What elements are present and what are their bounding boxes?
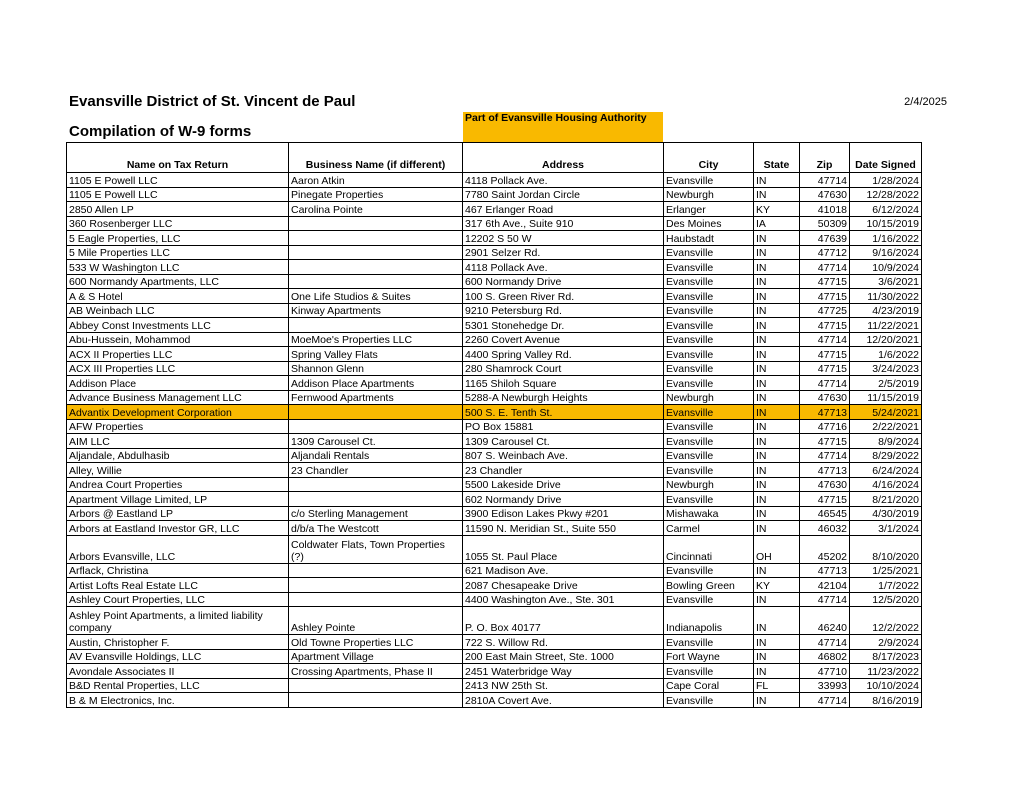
zip-cell: 47713 [800,563,850,578]
zip-cell: 47714 [800,693,850,708]
address-cell: 2810A Covert Ave. [463,693,664,708]
city-cell: Evansville [664,635,754,650]
date-signed-cell: 10/9/2024 [850,260,922,275]
table-row [67,187,922,202]
business-name-cell: d/b/a The Westcott [289,521,463,536]
date-signed-cell: 1/16/2022 [850,231,922,246]
name-cell: Arbors @ Eastland LP [67,506,289,521]
table-row [67,649,922,664]
business-name-cell [289,693,463,708]
business-name-cell: Spring Valley Flats [289,347,463,362]
city-cell: Evansville [664,318,754,333]
city-cell: Evansville [664,347,754,362]
zip-cell: 47715 [800,492,850,507]
table-row [67,405,922,420]
date-signed-cell: 3/24/2023 [850,361,922,376]
column-header: Date Signed [850,143,922,173]
business-name-cell [289,405,463,420]
state-cell: IN [754,390,800,405]
name-cell: Arflack, Christina [67,563,289,578]
date-signed-cell: 8/9/2024 [850,434,922,449]
table-row [67,245,922,260]
column-header: State [754,143,800,173]
date-signed-cell: 6/24/2024 [850,463,922,478]
zip-cell: 47713 [800,405,850,420]
zip-cell: 47725 [800,303,850,318]
name-cell: ACX III Properties LLC [67,361,289,376]
zip-cell: 47714 [800,448,850,463]
address-cell: 23 Chandler [463,463,664,478]
table-row [67,492,922,507]
name-cell: Abu-Hussein, Mohammod [67,332,289,347]
table-row [67,289,922,304]
address-cell: 602 Normandy Drive [463,492,664,507]
date-signed-cell: 3/1/2024 [850,521,922,536]
date-signed-cell: 4/23/2019 [850,303,922,318]
column-header: Address [463,143,664,173]
date-signed-cell: 12/5/2020 [850,592,922,607]
zip-cell: 47715 [800,289,850,304]
table-row [67,448,922,463]
address-cell: 5500 Lakeside Drive [463,477,664,492]
business-name-cell: Crossing Apartments, Phase II [289,664,463,679]
zip-cell: 47630 [800,187,850,202]
city-cell: Evansville [664,289,754,304]
name-cell: 1105 E Powell LLC [67,187,289,202]
state-cell: IN [754,332,800,347]
table-row [67,592,922,607]
zip-cell: 47714 [800,635,850,650]
zip-cell: 47639 [800,231,850,246]
table-row [67,635,922,650]
name-cell: B&D Rental Properties, LLC [67,678,289,693]
name-cell: 5 Mile Properties LLC [67,245,289,260]
city-cell: Evansville [664,245,754,260]
zip-cell: 47716 [800,419,850,434]
table-row [67,332,922,347]
table-row [67,173,922,188]
table-row [67,578,922,593]
name-cell: Advantix Development Corporation [67,405,289,420]
business-name-cell: Coldwater Flats, Town Properties (?) [289,535,463,563]
zip-cell: 45202 [800,535,850,563]
address-cell: 600 Normandy Drive [463,274,664,289]
zip-cell: 47630 [800,390,850,405]
state-cell: IN [754,635,800,650]
zip-cell: 50309 [800,216,850,231]
business-name-cell: c/o Sterling Management [289,506,463,521]
city-cell: Evansville [664,173,754,188]
city-cell: Evansville [664,592,754,607]
business-name-cell [289,592,463,607]
state-cell: IN [754,492,800,507]
city-cell: Evansville [664,492,754,507]
zip-cell: 47712 [800,245,850,260]
name-cell: Alley, Willie [67,463,289,478]
city-cell: Evansville [664,434,754,449]
address-cell: PO Box 15881 [463,419,664,434]
column-header: City [664,143,754,173]
date-signed-cell: 10/15/2019 [850,216,922,231]
zip-cell: 47715 [800,347,850,362]
date-signed-cell: 8/10/2020 [850,535,922,563]
state-cell: IN [754,448,800,463]
address-cell: 4400 Washington Ave., Ste. 301 [463,592,664,607]
name-cell: Austin, Christopher F. [67,635,289,650]
name-cell: 533 W Washington LLC [67,260,289,275]
name-cell: Avondale Associates II [67,664,289,679]
state-cell: IN [754,521,800,536]
state-cell: IN [754,303,800,318]
business-name-cell [289,274,463,289]
state-cell: IN [754,260,800,275]
city-cell: Evansville [664,361,754,376]
business-name-cell: One Life Studios & Suites [289,289,463,304]
state-cell: IN [754,187,800,202]
zip-cell: 47714 [800,592,850,607]
state-cell: FL [754,678,800,693]
business-name-cell [289,419,463,434]
business-name-cell: Carolina Pointe [289,202,463,217]
city-cell: Newburgh [664,187,754,202]
zip-cell: 47714 [800,376,850,391]
zip-cell: 41018 [800,202,850,217]
state-cell: IN [754,274,800,289]
name-cell: 600 Normandy Apartments, LLC [67,274,289,289]
date-signed-cell: 8/29/2022 [850,448,922,463]
date-signed-cell: 1/28/2024 [850,173,922,188]
address-cell: 100 S. Green River Rd. [463,289,664,304]
date-signed-cell: 6/12/2024 [850,202,922,217]
state-cell: IN [754,649,800,664]
table-row [67,678,922,693]
table-row [67,535,922,563]
table-header-row [67,143,922,173]
business-name-cell [289,678,463,693]
date-signed-cell: 11/22/2021 [850,318,922,333]
address-cell: 7780 Saint Jordan Circle [463,187,664,202]
business-name-cell [289,578,463,593]
state-cell: IN [754,318,800,333]
date-signed-cell: 4/30/2019 [850,506,922,521]
table-row [67,274,922,289]
table-row [67,563,922,578]
column-header: Zip [800,143,850,173]
date-signed-cell: 11/23/2022 [850,664,922,679]
document-date: 2/4/2025 [904,96,947,108]
city-cell: Evansville [664,332,754,347]
business-name-cell [289,318,463,333]
city-cell: Evansville [664,376,754,391]
highlight-legend: Part of Evansville Housing Authority [463,112,663,142]
state-cell: IN [754,693,800,708]
address-cell: 5301 Stonehedge Dr. [463,318,664,333]
address-cell: 1055 St. Paul Place [463,535,664,563]
city-cell: Carmel [664,521,754,536]
city-cell: Evansville [664,274,754,289]
name-cell: Advance Business Management LLC [67,390,289,405]
zip-cell: 46240 [800,607,850,635]
address-cell: P. O. Box 40177 [463,607,664,635]
business-name-cell [289,231,463,246]
state-cell: IN [754,173,800,188]
name-cell: Addison Place [67,376,289,391]
zip-cell: 47715 [800,434,850,449]
table-row [67,506,922,521]
state-cell: IN [754,477,800,492]
state-cell: IN [754,434,800,449]
table-row [67,361,922,376]
date-signed-cell: 2/9/2024 [850,635,922,650]
business-name-cell: Old Towne Properties LLC [289,635,463,650]
state-cell: IA [754,216,800,231]
address-cell: 2413 NW 25th St. [463,678,664,693]
date-signed-cell: 8/21/2020 [850,492,922,507]
business-name-cell: Kinway Apartments [289,303,463,318]
city-cell: Evansville [664,303,754,318]
table-row [67,434,922,449]
name-cell: AV Evansville Holdings, LLC [67,649,289,664]
business-name-cell: Addison Place Apartments [289,376,463,391]
date-signed-cell: 2/22/2021 [850,419,922,434]
address-cell: 200 East Main Street, Ste. 1000 [463,649,664,664]
zip-cell: 47710 [800,664,850,679]
city-cell: Evansville [664,405,754,420]
state-cell: IN [754,376,800,391]
zip-cell: 47714 [800,260,850,275]
business-name-cell [289,492,463,507]
business-name-cell: Pinegate Properties [289,187,463,202]
date-signed-cell: 12/20/2021 [850,332,922,347]
business-name-cell: Shannon Glenn [289,361,463,376]
state-cell: KY [754,202,800,217]
address-cell: 500 S. E. Tenth St. [463,405,664,420]
table-row [67,202,922,217]
name-cell: ACX II Properties LLC [67,347,289,362]
table-row [67,318,922,333]
address-cell: 2451 Waterbridge Way [463,664,664,679]
zip-cell: 47714 [800,173,850,188]
table-row [67,693,922,708]
date-signed-cell: 2/5/2019 [850,376,922,391]
address-cell: 4118 Pollack Ave. [463,260,664,275]
name-cell: 5 Eagle Properties, LLC [67,231,289,246]
city-cell: Indianapolis [664,607,754,635]
address-cell: 5288-A Newburgh Heights [463,390,664,405]
table-row [67,260,922,275]
state-cell: IN [754,231,800,246]
address-cell: 2087 Chesapeake Drive [463,578,664,593]
table-row [67,303,922,318]
city-cell: Cape Coral [664,678,754,693]
city-cell: Fort Wayne [664,649,754,664]
city-cell: Newburgh [664,390,754,405]
state-cell: IN [754,463,800,478]
zip-cell: 47630 [800,477,850,492]
name-cell: Arbors at Eastland Investor GR, LLC [67,521,289,536]
city-cell: Erlanger [664,202,754,217]
zip-cell: 47715 [800,318,850,333]
table-row [67,390,922,405]
name-cell: A & S Hotel [67,289,289,304]
date-signed-cell: 8/17/2023 [850,649,922,664]
zip-cell: 42104 [800,578,850,593]
state-cell: IN [754,607,800,635]
state-cell: IN [754,419,800,434]
name-cell: Andrea Court Properties [67,477,289,492]
date-signed-cell: 11/15/2019 [850,390,922,405]
document-title: Evansville District of St. Vincent de Paul [69,93,356,110]
address-cell: 1165 Shiloh Square [463,376,664,391]
address-cell: 280 Shamrock Court [463,361,664,376]
date-signed-cell: 9/16/2024 [850,245,922,260]
address-cell: 11590 N. Meridian St., Suite 550 [463,521,664,536]
city-cell: Cincinnati [664,535,754,563]
table-row [67,231,922,246]
date-signed-cell: 11/30/2022 [850,289,922,304]
business-name-cell: Fernwood Apartments [289,390,463,405]
state-cell: IN [754,347,800,362]
business-name-cell [289,477,463,492]
name-cell: Apartment Village Limited, LP [67,492,289,507]
date-signed-cell: 12/28/2022 [850,187,922,202]
name-cell: Artist Lofts Real Estate LLC [67,578,289,593]
address-cell: 2260 Covert Avenue [463,332,664,347]
city-cell: Evansville [664,463,754,478]
state-cell: IN [754,361,800,376]
table-row [67,521,922,536]
date-signed-cell: 1/7/2022 [850,578,922,593]
name-cell: AIM LLC [67,434,289,449]
business-name-cell [289,216,463,231]
name-cell: Aljandale, Abdulhasib [67,448,289,463]
table-body [67,173,922,708]
date-signed-cell: 12/2/2022 [850,607,922,635]
name-cell: Ashley Court Properties, LLC [67,592,289,607]
table-row [67,463,922,478]
address-cell: 621 Madison Ave. [463,563,664,578]
state-cell: IN [754,506,800,521]
city-cell: Newburgh [664,477,754,492]
city-cell: Evansville [664,693,754,708]
city-cell: Evansville [664,260,754,275]
business-name-cell: MoeMoe's Properties LLC [289,332,463,347]
business-name-cell: 23 Chandler [289,463,463,478]
zip-cell: 46802 [800,649,850,664]
name-cell: Arbors Evansville, LLC [67,535,289,563]
address-cell: 4118 Pollack Ave. [463,173,664,188]
table-row [67,376,922,391]
table-row [67,347,922,362]
address-cell: 1309 Carousel Ct. [463,434,664,449]
address-cell: 9210 Petersburg Rd. [463,303,664,318]
date-signed-cell: 8/16/2019 [850,693,922,708]
address-cell: 317 6th Ave., Suite 910 [463,216,664,231]
zip-cell: 47714 [800,332,850,347]
name-cell: 1105 E Powell LLC [67,173,289,188]
date-signed-cell: 5/24/2021 [850,405,922,420]
w9-table [66,142,922,708]
address-cell: 4400 Spring Valley Rd. [463,347,664,362]
name-cell: 360 Rosenberger LLC [67,216,289,231]
state-cell: IN [754,405,800,420]
zip-cell: 46545 [800,506,850,521]
zip-cell: 33993 [800,678,850,693]
state-cell: IN [754,289,800,304]
city-cell: Haubstadt [664,231,754,246]
date-signed-cell: 1/25/2021 [850,563,922,578]
name-cell: AB Weinbach LLC [67,303,289,318]
name-cell: Ashley Point Apartments, a limited liability company [67,607,289,635]
state-cell: IN [754,592,800,607]
business-name-cell [289,563,463,578]
table-row [67,477,922,492]
city-cell: Evansville [664,664,754,679]
city-cell: Evansville [664,563,754,578]
column-header: Name on Tax Return [67,143,289,173]
address-cell: 12202 S 50 W [463,231,664,246]
state-cell: KY [754,578,800,593]
column-header: Business Name (if different) [289,143,463,173]
table-row [67,607,922,635]
business-name-cell: Aljandali Rentals [289,448,463,463]
name-cell: B & M Electronics, Inc. [67,693,289,708]
table-row [67,664,922,679]
document-subtitle: Compilation of W-9 forms [69,123,252,140]
state-cell: OH [754,535,800,563]
business-name-cell: Aaron Atkin [289,173,463,188]
business-name-cell: 1309 Carousel Ct. [289,434,463,449]
zip-cell: 47715 [800,274,850,289]
date-signed-cell: 4/16/2024 [850,477,922,492]
state-cell: IN [754,245,800,260]
zip-cell: 47713 [800,463,850,478]
name-cell: 2850 Allen LP [67,202,289,217]
business-name-cell: Ashley Pointe [289,607,463,635]
name-cell: Abbey Const Investments LLC [67,318,289,333]
zip-cell: 46032 [800,521,850,536]
date-signed-cell: 1/6/2022 [850,347,922,362]
address-cell: 807 S. Weinbach Ave. [463,448,664,463]
date-signed-cell: 10/10/2024 [850,678,922,693]
address-cell: 3900 Edison Lakes Pkwy #201 [463,506,664,521]
state-cell: IN [754,563,800,578]
table-row [67,216,922,231]
address-cell: 2901 Selzer Rd. [463,245,664,260]
name-cell: AFW Properties [67,419,289,434]
state-cell: IN [754,664,800,679]
city-cell: Mishawaka [664,506,754,521]
city-cell: Evansville [664,419,754,434]
city-cell: Des Moines [664,216,754,231]
business-name-cell: Apartment Village [289,649,463,664]
business-name-cell [289,260,463,275]
table-row [67,419,922,434]
date-signed-cell: 3/6/2021 [850,274,922,289]
address-cell: 467 Erlanger Road [463,202,664,217]
zip-cell: 47715 [800,361,850,376]
city-cell: Evansville [664,448,754,463]
business-name-cell [289,245,463,260]
address-cell: 722 S. Willow Rd. [463,635,664,650]
city-cell: Bowling Green [664,578,754,593]
